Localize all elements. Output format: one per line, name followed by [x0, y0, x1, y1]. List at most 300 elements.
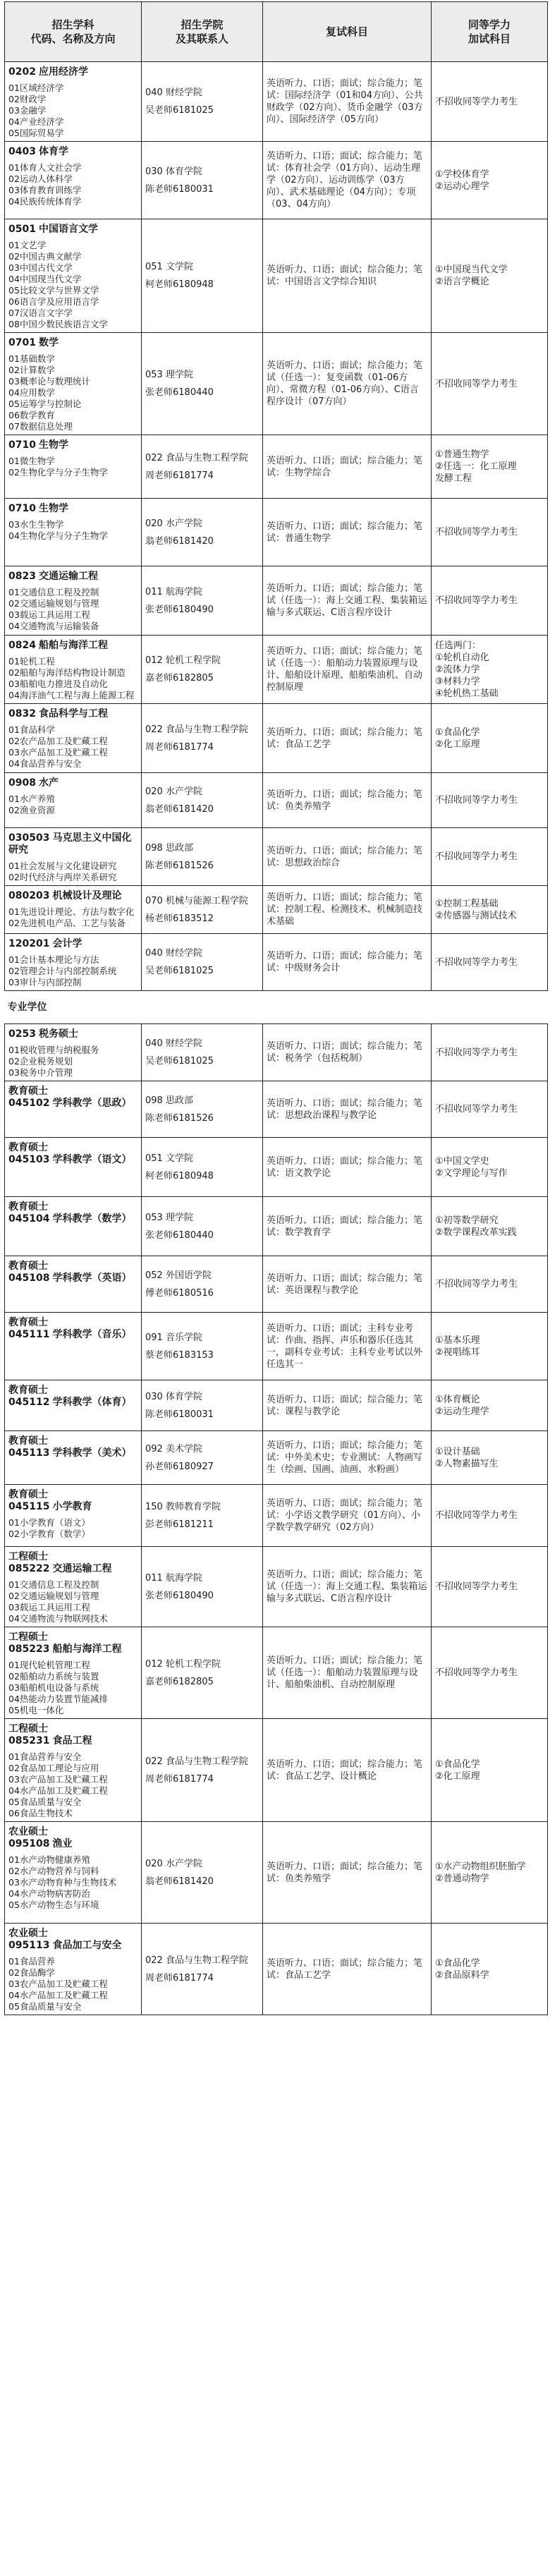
discipline-name: 会计学: [52, 938, 82, 949]
direction-item: 01先进设计理论、方法与数字化: [8, 906, 135, 917]
degree-type: 教育硕士: [8, 1260, 48, 1272]
discipline-name: 马克思主义中国化研究: [8, 832, 132, 856]
table-row: [5, 1081, 548, 1138]
equivalent-exam-item: ①中国现当代文学: [435, 265, 508, 275]
direction-item: 02生物化学与分子生物学: [8, 467, 108, 478]
college-name: 040 财经学院: [145, 948, 202, 959]
college-contact: 陈老师6180031: [145, 183, 214, 195]
degree-type: 教育硕士: [8, 1201, 48, 1213]
direction-list: [8, 1660, 138, 1716]
college-cell: [142, 1822, 263, 1924]
discipline-name: 应用经济学: [38, 66, 88, 78]
college-contact: 吴老师6181025: [145, 966, 214, 976]
direction-item: 05比较文学与世界文学: [8, 285, 99, 296]
college-name: 150 教师教育学院: [145, 1501, 221, 1512]
discipline-title: [8, 640, 138, 652]
equivalent-exam-item: 发酵工程: [435, 473, 472, 484]
discipline-name: 交通运输工程: [38, 571, 98, 582]
college-name: 012 轮机工程学院: [145, 655, 221, 666]
table-row: [5, 333, 548, 435]
college-name: 020 水产学院: [145, 1858, 202, 1869]
discipline-title: [8, 777, 138, 789]
equivalent-exam-cell: [432, 773, 548, 828]
equivalent-exam-cell: [432, 1547, 548, 1627]
discipline-name: 机械设计及理论: [52, 890, 122, 901]
table-row: [5, 1380, 548, 1431]
direction-item: 03水生生物学: [8, 519, 64, 530]
discipline-title: [8, 708, 138, 720]
discipline-cell: [5, 1256, 142, 1313]
college-cell: [142, 566, 263, 636]
equivalent-exam-item: 不招收同等学力考生: [435, 1667, 518, 1678]
direction-list: [8, 954, 138, 988]
discipline-code: 095113: [8, 1940, 50, 1951]
table-row: [5, 1313, 548, 1380]
college-cell: [142, 142, 263, 219]
direction-item: 07数据信息处理: [8, 421, 73, 432]
college-contact: 翁老师6181420: [145, 535, 214, 547]
discipline-title: [8, 1826, 138, 1850]
retest-subjects: 英语听力、口语；面试；综合能力；笔试：思想政治课程与教学论: [267, 1098, 423, 1121]
retest-subjects-cell: [263, 1256, 432, 1313]
direction-list: [8, 1956, 138, 2012]
table-row: [5, 1547, 548, 1627]
college-contact: 张老师6180490: [145, 604, 214, 615]
discipline-cell: [5, 1138, 142, 1197]
direction-item: 01食品营养与安全: [8, 1751, 82, 1762]
direction-item: 04中国现当代文学: [8, 274, 82, 284]
discipline-cell: [5, 1313, 142, 1380]
discipline-title: [8, 146, 138, 158]
college-contact: 周老师6181774: [145, 1972, 214, 1983]
discipline-name: 体育学: [38, 146, 68, 157]
discipline-name: 水产: [38, 777, 59, 789]
discipline-code: 0701: [8, 337, 36, 348]
table-row: [5, 828, 548, 886]
discipline-code: 045115: [8, 1501, 50, 1512]
retest-subjects-cell: [263, 1924, 432, 2015]
college-name: 030 体育学院: [145, 1391, 202, 1402]
header-college: 招生学院 及其联系人: [142, 2, 263, 62]
college-contact: 周老师6181774: [145, 1773, 214, 1785]
college-contact: 周老师6181774: [145, 741, 214, 753]
direction-item: 02先进机电产品、工艺与装备: [8, 918, 126, 928]
retest-subjects-cell: [263, 1138, 432, 1197]
discipline-code: 0832: [8, 708, 36, 719]
college-cell: [142, 1431, 263, 1485]
equivalent-exam-item: ①设计基础: [435, 1446, 480, 1457]
equivalent-exam-item: 不招收同等学力考生: [435, 96, 518, 107]
degree-type: 工程硕士: [8, 1632, 48, 1643]
discipline-cell: [5, 636, 142, 704]
discipline-title: [8, 1435, 138, 1459]
direction-item: 02渔业资源: [8, 805, 55, 815]
table-row: [5, 636, 548, 704]
direction-item: 02交通运输规划与管理: [8, 598, 99, 609]
table-row: [5, 1197, 548, 1256]
college-name: 022 食品与生物工程学院: [145, 1756, 248, 1767]
discipline-code: 045108: [8, 1272, 50, 1284]
discipline-name: 渔业: [52, 1838, 73, 1849]
discipline-name: 数学: [38, 337, 59, 348]
direction-item: 07汉语言文字学: [8, 308, 73, 318]
discipline-cell: [5, 828, 142, 886]
equivalent-exam-item: 不招收同等学力考生: [435, 1279, 518, 1289]
direction-item: 03金融学: [8, 105, 47, 116]
direction-item: 08中国少数民族语言文学: [8, 319, 108, 329]
college-name: 052 外国语学院: [145, 1270, 212, 1281]
discipline-name: 学科教学（数学）: [52, 1213, 132, 1225]
retest-subjects: 英语听力、口语；面试；综合能力；笔试：国际经济学（01和04方向）、公共财政学（02方向）、货币金融学（03方向）、国际经济学（05方向）: [267, 78, 423, 125]
direction-item: 04食品营养与安全: [8, 758, 82, 769]
discipline-title: [8, 1201, 138, 1225]
direction-item: 01社会发展与文化建设研究: [8, 861, 117, 871]
discipline-name: 学科教学（思政）: [52, 1098, 132, 1109]
college-contact: 柯老师6180948: [145, 1170, 214, 1181]
discipline-cell: [5, 1081, 142, 1138]
discipline-title: [8, 66, 138, 78]
college-cell: [142, 1719, 263, 1822]
direction-item: 01现代轮机管理工程: [8, 1660, 90, 1670]
discipline-title: [8, 1086, 138, 1110]
equivalent-exam-cell: [432, 1256, 548, 1313]
degree-type: 教育硕士: [8, 1317, 48, 1328]
college-cell: [142, 1024, 263, 1081]
equivalent-exam-item: ②人物素描写生: [435, 1458, 499, 1469]
equivalent-exam-cell: [432, 1431, 548, 1485]
discipline-name: 学科教学（英语）: [52, 1272, 132, 1284]
table-header-row: [5, 2, 548, 62]
discipline-cell: [5, 1627, 142, 1719]
direction-list: [8, 587, 138, 632]
direction-item: 03税务中介管理: [8, 1067, 73, 1078]
discipline-code: 085223: [8, 1644, 50, 1655]
section-row: [5, 991, 548, 1024]
retest-subjects: 英语听力、口语；面试；综合能力；笔试：控制工程、检测技术、机械制造技术基础: [267, 892, 423, 927]
direction-item: 03水产动物育种与生物技术: [8, 1877, 117, 1888]
admission-table: [4, 1, 548, 2015]
degree-type: 工程硕士: [8, 1551, 48, 1562]
direction-item: 01交通信息工程及控制: [8, 587, 99, 597]
direction-list: [8, 861, 138, 883]
discipline-name: 食品工程: [52, 1735, 92, 1746]
discipline-name: 学科教学（语文）: [52, 1154, 132, 1165]
college-contact: 蔡老师6183153: [145, 1349, 214, 1361]
college-name: 053 理学院: [145, 370, 193, 380]
direction-item: 05食品质量与安全: [8, 1797, 82, 1807]
retest-subjects-cell: [263, 435, 432, 499]
direction-list: [8, 162, 138, 207]
college-cell: [142, 934, 263, 991]
equivalent-exam-item: ①普通生物学: [435, 449, 489, 460]
equivalent-exam-cell: [432, 435, 548, 499]
college-name: 040 财经学院: [145, 87, 202, 98]
direction-item: 04海洋油气工程与海上能源工程: [8, 690, 135, 700]
equivalent-exam-cell: [432, 142, 548, 219]
discipline-title: [8, 1260, 138, 1284]
college-name: 051 文学院: [145, 1153, 193, 1164]
direction-item: 06语言学及应用语言学: [8, 296, 99, 307]
direction-item: 05国际贸易学: [8, 128, 64, 138]
college-contact: 杨老师6183512: [145, 913, 214, 924]
retest-subjects-cell: [263, 1197, 432, 1256]
discipline-name: 学科教学（音乐）: [52, 1329, 132, 1340]
direction-list: [8, 1517, 138, 1540]
retest-subjects-cell: [263, 1081, 432, 1138]
college-name: 020 水产学院: [145, 786, 202, 797]
discipline-title: [8, 1551, 138, 1575]
direction-list: [8, 83, 138, 139]
equivalent-exam-item: ①食品化学: [435, 1758, 480, 1770]
equivalent-exam-item: ②化工原理: [435, 1770, 480, 1782]
discipline-name: 生物学: [38, 503, 68, 514]
retest-subjects-cell: [263, 219, 432, 333]
equivalent-exam-item: 不招收同等学力考生: [435, 1104, 518, 1114]
direction-item: 04水产品加工及贮藏工程: [8, 1990, 108, 2000]
direction-item: 03载运工具运用工程: [8, 609, 90, 620]
college-cell: [142, 499, 263, 566]
discipline-code: 045102: [8, 1098, 50, 1109]
retest-subjects: 英语听力、口语；面试；综合能力；笔试（任选一）：海上交通工程、集装箱运输与多式联运、C语言程序设计: [267, 583, 427, 618]
equivalent-exam-item: ②传感器与测试技术: [435, 910, 517, 921]
table-row: [5, 142, 548, 219]
discipline-name: 船舶与海洋工程: [52, 1644, 122, 1655]
retest-subjects: 英语听力、口语；面试；综合能力；笔试：鱼类养殖学: [267, 789, 423, 812]
discipline-cell: [5, 704, 142, 773]
retest-subjects: 英语听力、口语；面试；综合能力；笔试（任选一）：船舶动力装置原理与设计、船舶柴油机、自动控制原理: [267, 1655, 423, 1690]
header-discipline: 招生学科 代码、名称及方向: [5, 2, 142, 62]
college-cell: [142, 1485, 263, 1547]
discipline-code: 045113: [8, 1447, 50, 1459]
equivalent-exam-cell: [432, 1081, 548, 1138]
equivalent-exam-item: ①基本乐理: [435, 1335, 480, 1346]
discipline-name: 中国语言文学: [38, 224, 98, 235]
equivalent-exam-item: ②食品原料学: [435, 1969, 489, 1981]
equivalent-exam-item: ②任选一：化工原理: [435, 461, 517, 472]
discipline-code: 045103: [8, 1154, 50, 1165]
retest-subjects-cell: [263, 333, 432, 435]
retest-subjects: 英语听力、口语；面试；主科专业考试：作曲、指挥、声乐和器乐任选其一，副科专业考试：主科专业考试以外任选其一: [267, 1323, 423, 1370]
equivalent-exam-cell: [432, 704, 548, 773]
header-retest-subjects: 复试科目: [263, 2, 432, 62]
college-contact: 周老师6181774: [145, 470, 214, 481]
direction-item: 02船舶动力系统与装置: [8, 1671, 99, 1682]
degree-type: 农业硕士: [8, 1826, 48, 1837]
table-row: [5, 704, 548, 773]
discipline-title: [8, 1632, 138, 1655]
equivalent-exam-cell: [432, 62, 548, 142]
retest-subjects: 英语听力、口语；面试；综合能力；笔试：中国语言文学综合知识: [267, 265, 423, 287]
retest-subjects: 英语听力、口语；面试；综合能力；笔试：中级财务会计: [267, 951, 423, 973]
direction-item: 04交通物流与物联网技术: [8, 1613, 108, 1624]
college-cell: [142, 886, 263, 934]
college-name: 040 财经学院: [145, 1038, 202, 1049]
table-row: [5, 1719, 548, 1822]
table-row: [5, 1024, 548, 1081]
direction-item: 03船舶机电设备与系统: [8, 1682, 99, 1693]
header-equivalent-exam: 同等学力 加试科目: [432, 2, 548, 62]
direction-item: 02管理会计与内部控制系统: [8, 966, 117, 976]
college-name: 098 思政部: [145, 1095, 193, 1106]
direction-item: 02运动人体科学: [8, 174, 73, 184]
college-contact: 嘉老师6182805: [145, 1676, 214, 1687]
direction-item: 02交通运输规划与管理: [8, 1591, 99, 1601]
direction-item: 03水产品加工及贮藏工程: [8, 747, 108, 758]
direction-item: 01微生物学: [8, 456, 55, 466]
college-contact: 彭老师6181211: [145, 1519, 214, 1530]
college-contact: 陈老师6181526: [145, 860, 214, 871]
discipline-code: 0202: [8, 66, 36, 78]
discipline-name: 学科教学（美术）: [52, 1447, 132, 1459]
college-name: 030 体育学院: [145, 166, 202, 177]
retest-subjects-cell: [263, 1431, 432, 1485]
equivalent-exam-cell: [432, 636, 548, 704]
college-contact: 陈老师6180031: [145, 1409, 214, 1420]
retest-subjects: 英语听力、口语；面试；综合能力；笔试：食品工艺学、设计概论: [267, 1758, 423, 1782]
discipline-cell: [5, 1024, 142, 1081]
college-contact: 翁老师6181420: [145, 1876, 214, 1887]
direction-item: 03载运工具运用工程: [8, 1602, 90, 1612]
college-cell: [142, 704, 263, 773]
direction-item: 03农产品加工及贮藏工程: [8, 1979, 108, 1989]
discipline-title: [8, 890, 138, 902]
equivalent-exam-item: 不招收同等学力考生: [435, 1047, 518, 1058]
college-contact: 傅老师6180516: [145, 1287, 214, 1299]
equivalent-exam-item: ②普通动物学: [435, 1873, 489, 1884]
discipline-code: 085231: [8, 1735, 50, 1746]
direction-item: 04产业经济学: [8, 116, 64, 127]
table-row: [5, 1431, 548, 1485]
college-cell: [142, 435, 263, 499]
equivalent-exam-item: ②运动心理学: [435, 181, 489, 192]
discipline-title: [8, 1723, 138, 1747]
direction-item: 02水产动物营养与饲料: [8, 1866, 99, 1876]
discipline-cell: [5, 1197, 142, 1256]
discipline-title: [8, 224, 138, 236]
table-row: [5, 1485, 548, 1547]
retest-subjects-cell: [263, 566, 432, 636]
discipline-title: [8, 832, 138, 856]
equivalent-exam-cell: [432, 886, 548, 934]
discipline-code: 080203: [8, 890, 50, 901]
table-row: [5, 1138, 548, 1197]
direction-item: 03体育教育训练学: [8, 185, 82, 195]
direction-item: 04应用数学: [8, 387, 55, 398]
discipline-name: 食品加工与安全: [52, 1940, 122, 1951]
retest-subjects: 英语听力、口语；面试；综合能力；笔试：小学语文教学研究（01方向）、小学数学教学研究（02方向）: [267, 1498, 423, 1533]
retest-subjects: 英语听力、口语；面试；综合能力；笔试：思想政治综合: [267, 845, 423, 868]
table-row: [5, 1822, 548, 1924]
retest-subjects: 英语听力、口语；面试；综合能力；笔试：食品工艺学: [267, 727, 423, 750]
discipline-title: [8, 938, 138, 950]
retest-subjects-cell: [263, 704, 432, 773]
direction-item: 02食品酶学: [8, 1967, 55, 1978]
equivalent-exam-item: ②数学课程改革实践: [435, 1227, 517, 1238]
table-row: [5, 1924, 548, 2015]
college-cell: [142, 1081, 263, 1138]
equivalent-exam-item: ①中国文学史: [435, 1155, 489, 1167]
retest-subjects-cell: [263, 1485, 432, 1547]
retest-subjects-cell: [263, 773, 432, 828]
equivalent-exam-item: ①食品化学: [435, 1957, 480, 1969]
equivalent-exam-item: ①体育概论: [435, 1394, 480, 1405]
college-name: 051 文学院: [145, 262, 193, 272]
direction-item: 03概率论与数理统计: [8, 376, 90, 387]
equivalent-exam-item: ②流体力学: [435, 664, 480, 675]
discipline-name: 船舶与海洋工程: [38, 640, 108, 651]
discipline-code: 095108: [8, 1838, 50, 1849]
discipline-title: [8, 1317, 138, 1341]
college-name: 011 航海学院: [145, 1572, 202, 1584]
degree-type: 农业硕士: [8, 1928, 48, 1939]
discipline-code: 0908: [8, 777, 36, 789]
equivalent-exam-item: 任选两门：: [435, 640, 482, 651]
direction-item: 04热能动力装置节能减排: [8, 1694, 108, 1704]
retest-subjects: 英语听力、口语；面试；综合能力；笔试：课程与教学论: [267, 1394, 423, 1417]
retest-subjects: 英语听力、口语；面试；综合能力；笔试：普通生物学: [267, 521, 423, 544]
retest-subjects-cell: [263, 886, 432, 934]
direction-item: 01食品营养: [8, 1956, 55, 1967]
equivalent-exam-cell: [432, 1024, 548, 1081]
college-name: 053 理学院: [145, 1212, 193, 1223]
discipline-code: 0710: [8, 503, 36, 514]
discipline-cell: [5, 1719, 142, 1822]
college-cell: [142, 219, 263, 333]
discipline-cell: [5, 435, 142, 499]
discipline-cell: [5, 1547, 142, 1627]
degree-type: 教育硕士: [8, 1142, 48, 1153]
direction-item: 02财政学: [8, 94, 47, 104]
college-name: 012 轮机工程学院: [145, 1658, 221, 1670]
degree-type: 教育硕士: [8, 1489, 48, 1500]
equivalent-exam-item: ②运动生理学: [435, 1406, 489, 1417]
discipline-cell: [5, 773, 142, 828]
table-row: [5, 773, 548, 828]
direction-list: [8, 1751, 138, 1819]
equivalent-exam-item: ①控制工程基础: [435, 898, 499, 909]
college-name: 022 食品与生物工程学院: [145, 452, 248, 463]
discipline-cell: [5, 566, 142, 636]
direction-item: 01水产动物健康养殖: [8, 1854, 90, 1865]
direction-list: [8, 1579, 138, 1624]
retest-subjects-cell: [263, 828, 432, 886]
equivalent-exam-item: ②化工原理: [435, 739, 480, 750]
direction-item: 01税收管理与纳税服务: [8, 1045, 99, 1055]
discipline-code: 085222: [8, 1563, 50, 1574]
college-cell: [142, 1547, 263, 1627]
degree-type: 教育硕士: [8, 1086, 48, 1097]
retest-subjects-cell: [263, 62, 432, 142]
college-contact: 嘉老师6182805: [145, 673, 214, 684]
discipline-name: 生物学: [38, 439, 68, 451]
equivalent-exam-cell: [432, 499, 548, 566]
discipline-title: [8, 503, 138, 515]
college-cell: [142, 636, 263, 704]
direction-item: 05食品质量与安全: [8, 2001, 82, 2012]
equivalent-exam-item: ①水产动物组织胚胎学: [435, 1861, 526, 1872]
retest-subjects: 英语听力、口语；面试；综合能力；笔试：食品工艺学: [267, 1957, 423, 1981]
direction-list: [8, 353, 138, 432]
discipline-title: [8, 439, 138, 451]
direction-item: 03中国古代文学: [8, 262, 73, 273]
retest-subjects: 英语听力、口语；面试；综合能力；笔试：生物学综合: [267, 455, 423, 478]
college-contact: 翁老师6181420: [145, 803, 214, 815]
discipline-title: [8, 1928, 138, 1952]
direction-item: 01小学教育（语文）: [8, 1517, 90, 1528]
direction-item: 04水产品加工及贮藏工程: [8, 1785, 108, 1796]
table-row: [5, 219, 548, 333]
equivalent-exam-cell: [432, 1380, 548, 1431]
